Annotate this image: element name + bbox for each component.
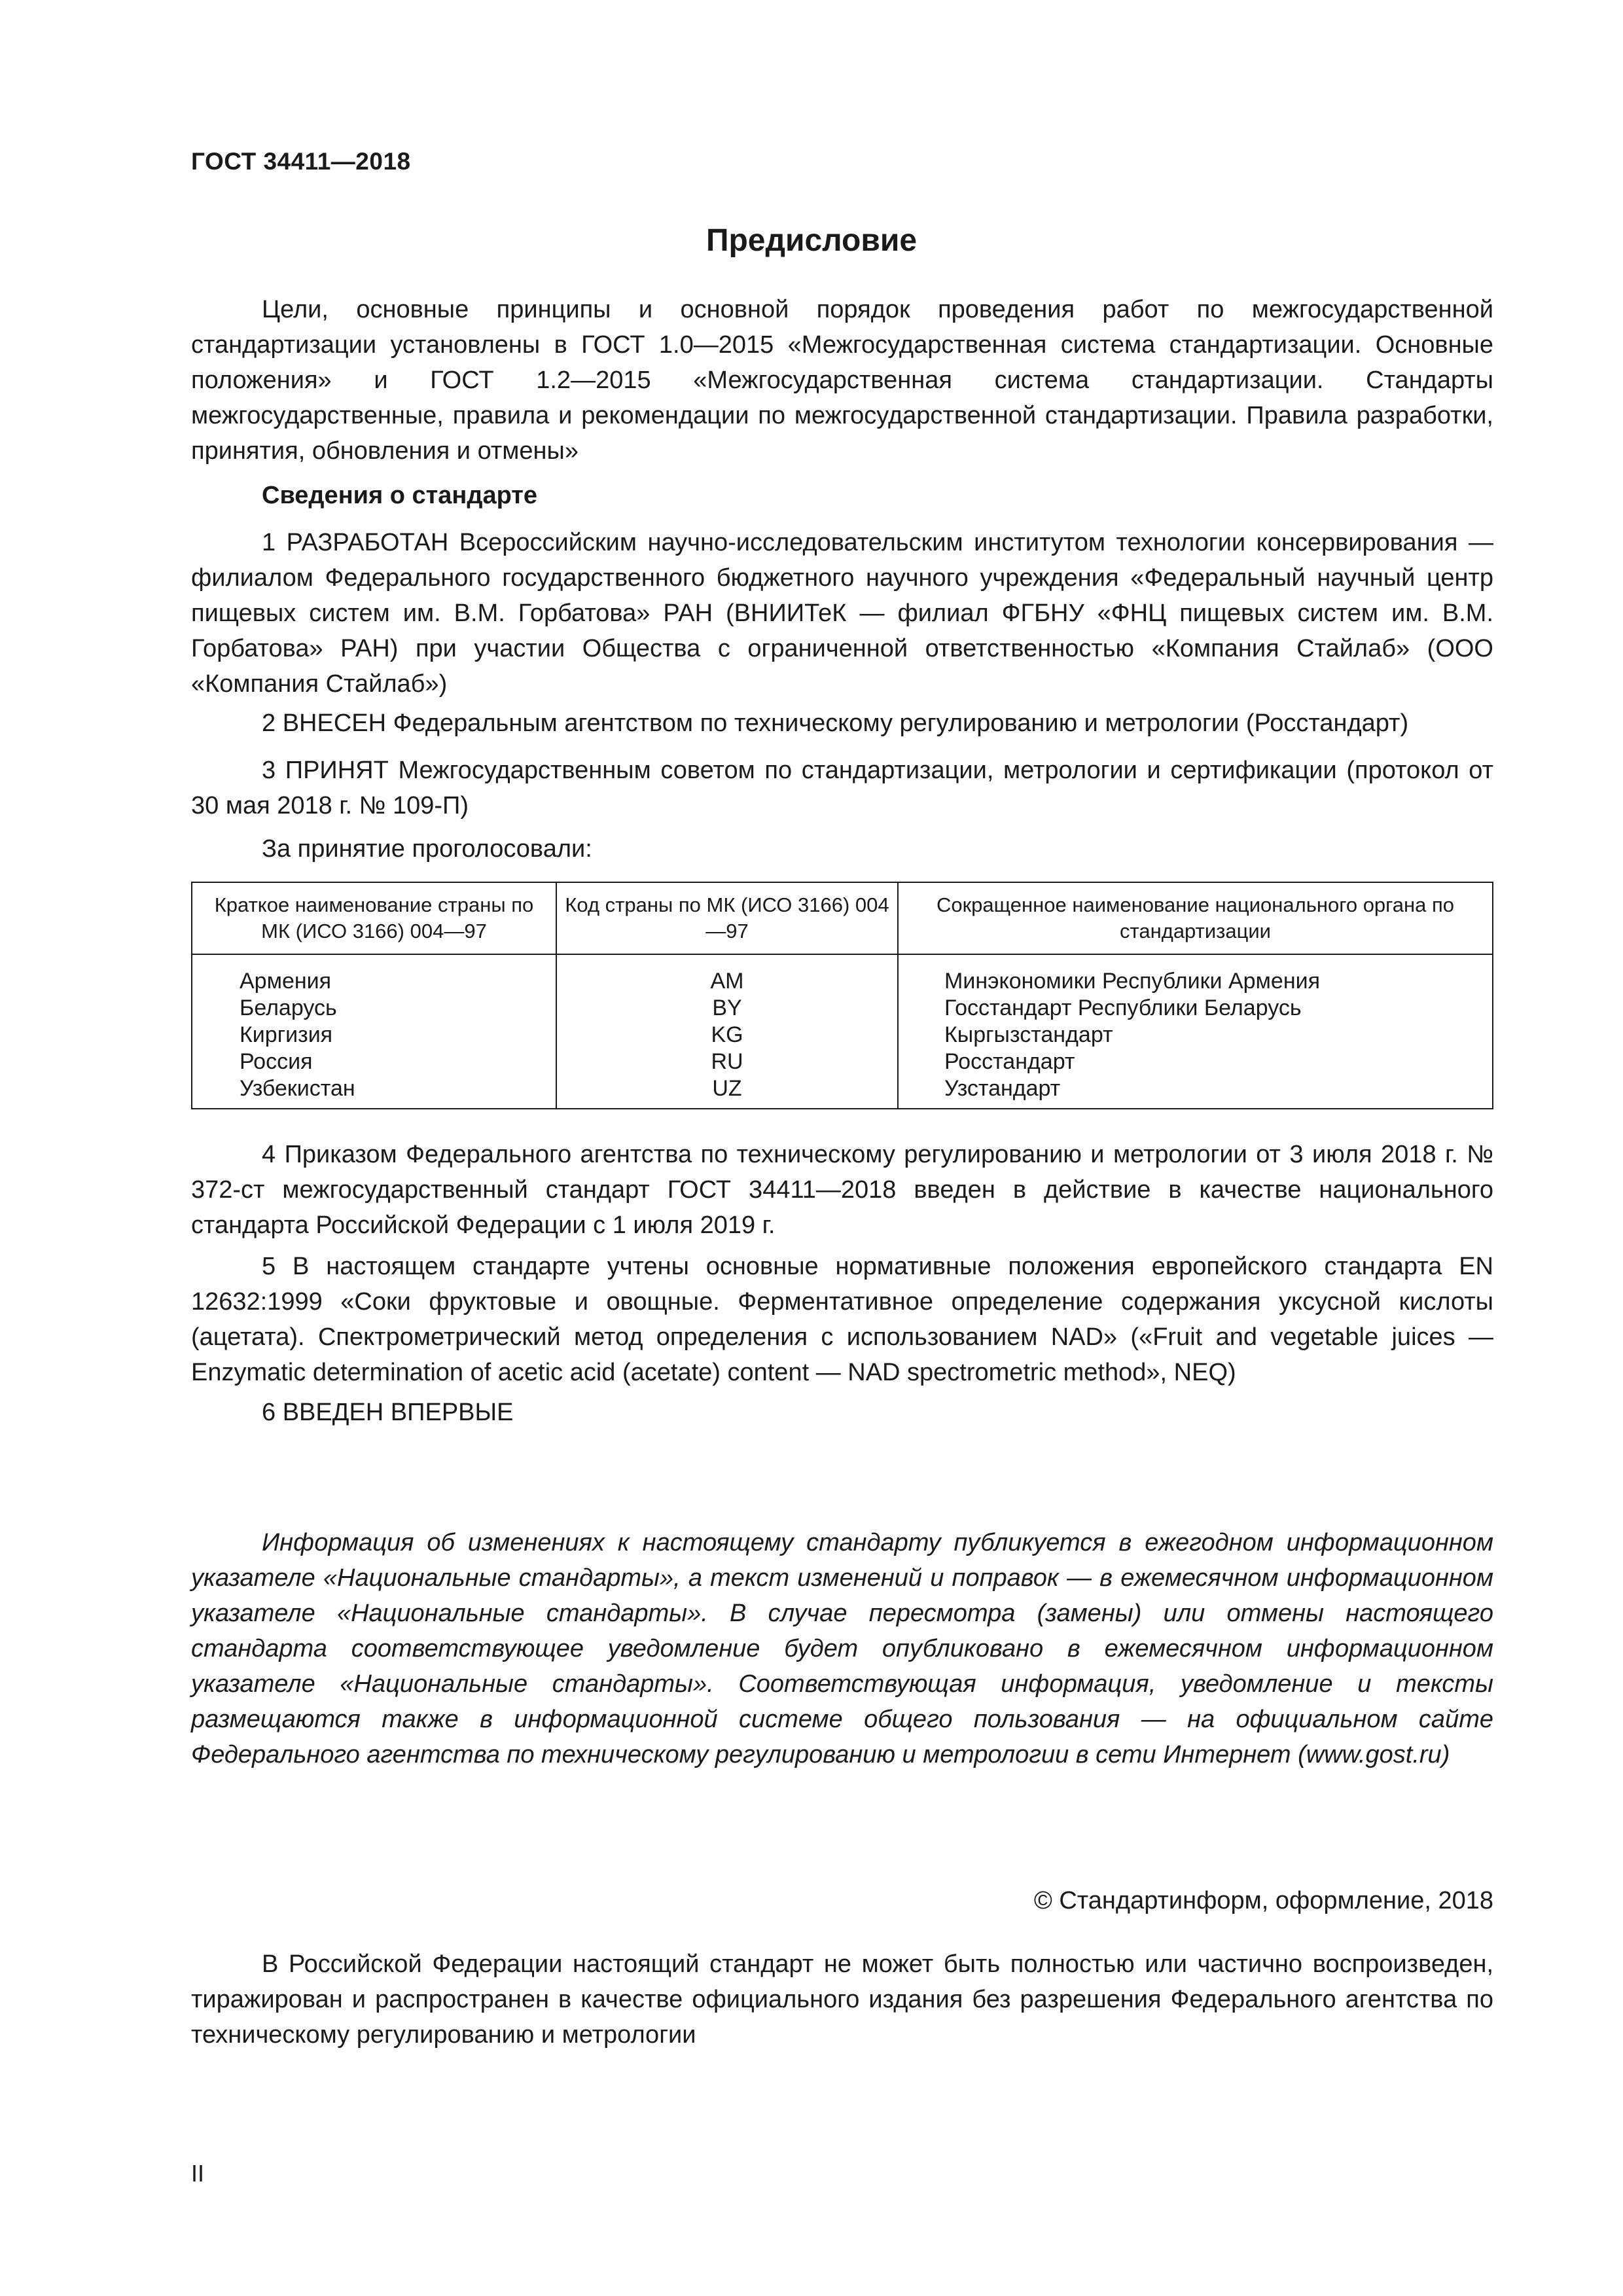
item-enacted: 4 Приказом Федерального агентства по техническому регулированию и метрологии от 3 июля 2018 г. № 372-ст межгосударственный стандарт ГОСТ 34411—2018 введен в действие в качестве национального стандарта Российской Федерации с 1 июля 2019 г. xyxy=(191,1141,1493,1239)
table-cell-country: Узбекистан xyxy=(240,1076,355,1101)
table-cell-code: RU xyxy=(711,1049,743,1074)
table-cell-standards-body: Минэкономики Республики Армения xyxy=(944,969,1320,994)
copyright-line: © Стандартинформ, оформление, 2018 xyxy=(1033,1887,1493,1914)
table-cell-country: Россия xyxy=(240,1049,313,1074)
item-european-standard: 5 В настоящем стандарте учтены основные нормативные положения европейского стандарта EN 12632:1999 «Соки фруктовые и овощные. Ферментативное определение содержания уксусной кислоты (ацетата). Спектрометрический метод определения с использованием NAD» («Fruit and vegetable juices — Enzymatic determination of acetic acid (acetate) content — NAD spectrometric method», NEQ) xyxy=(191,1253,1493,1386)
intro-paragraph: Цели, основные принципы и основной порядок проведения работ по межгосударственной стандартизации установлены в ГОСТ 1.0—2015 «Межгосударственная система стандартизации. Основные положения» и ГОСТ 1.2—2015 «Межгосударственная система стандартизации. Стандарты межгосударственные, правила и рекомендации по межгосударственной стандартизации. Правила разработки, принятия, обновления и отмены» xyxy=(191,296,1493,465)
reproduction-notice: В Российской Федерации настоящий стандарт не может быть полностью или частично воспроизведен, тиражирован и распространен в качестве официального издания без разрешения Федерального агентства по техническому регулированию и метрологии xyxy=(191,1950,1493,2049)
item-submitted: 2 ВНЕСЕН Федеральным агентством по техническому регулированию и метрологии (Росстандарт) xyxy=(262,709,1409,737)
header-code: Код страны по МК (ИСО 3166) 004—97 xyxy=(556,882,898,954)
voting-table xyxy=(191,882,1493,1109)
country-column xyxy=(192,954,556,1109)
table-cell-country: Киргизия xyxy=(240,1022,333,1047)
page-number: II xyxy=(191,2160,205,2187)
table-cell-code: AM xyxy=(710,969,744,994)
table-cell-country: Беларусь xyxy=(240,996,337,1020)
header-standards-body: Сокращенное наименование национального органа по стандартизации xyxy=(898,882,1493,954)
table-cell-standards-body: Госстандарт Республики Беларусь xyxy=(944,996,1302,1020)
table-cell-code: UZ xyxy=(712,1076,742,1101)
table-cell-country: Армения xyxy=(240,969,332,994)
standards-body-column xyxy=(898,954,1493,1109)
voting-caption: За принятие проголосовали: xyxy=(262,835,592,863)
table-cell-code: KG xyxy=(711,1022,743,1047)
item-developed: 1 РАЗРАБОТАН Всероссийским научно-исследовательским институтом технологии консервирования — филиалом Федерального государственного бюджетного научного учреждения «Федеральный научный центр пищевых систем им. В.М. Горбатова» РАН (ВНИИТеК — филиал ФГБНУ «ФНЦ пищевых систем им. В.М. Горбатова» РАН) при участии Общества с ограниченной ответственностью «Компания Стайлаб» (ООО «Компания Стайлаб») xyxy=(191,529,1493,698)
table-cell-standards-body: Узстандарт xyxy=(944,1076,1061,1101)
standard-info-heading: Сведения о стандарте xyxy=(262,482,538,509)
item-first-introduced: 6 ВВЕДЕН ВПЕРВЫЕ xyxy=(262,1399,514,1426)
item-adopted: 3 ПРИНЯТ Межгосударственным советом по стандартизации, метрологии и сертификации (протокол от 30 мая 2018 г. № 109-П) xyxy=(191,757,1493,819)
code-column xyxy=(556,954,898,1109)
page-title: Предисловие xyxy=(705,223,918,258)
table-cell-standards-body: Росстандарт xyxy=(944,1049,1075,1074)
table-cell-code: BY xyxy=(712,996,742,1020)
changes-notice: Информация об изменениях к настоящему стандарту публикуется в ежегодном информационном указателе «Национальные стандарты», а текст изменений и поправок — в ежемесячном информационном указателе «Национальные стандарты». В случае пересмотра (замены) или отмены настоящего стандарта соответствующее уведомление будет опубликовано в ежемесячном информационном указателе «Национальные стандарты». Соответствующая информация, уведомление и тексты размещаются также в информационной системе общего пользования — на официальном сайте Федерального агентства по техническому регулированию и метрологии в сети Интернет (www.gost.ru) xyxy=(191,1529,1493,1768)
table-header-row xyxy=(192,882,1493,954)
standard-code: ГОСТ 34411—2018 xyxy=(191,148,411,175)
table-body-row xyxy=(192,954,1493,1109)
header-country: Краткое наименование страны по МК (ИСО 3166) 004—97 xyxy=(192,882,556,954)
table-cell-standards-body: Кыргызстандарт xyxy=(944,1022,1113,1047)
